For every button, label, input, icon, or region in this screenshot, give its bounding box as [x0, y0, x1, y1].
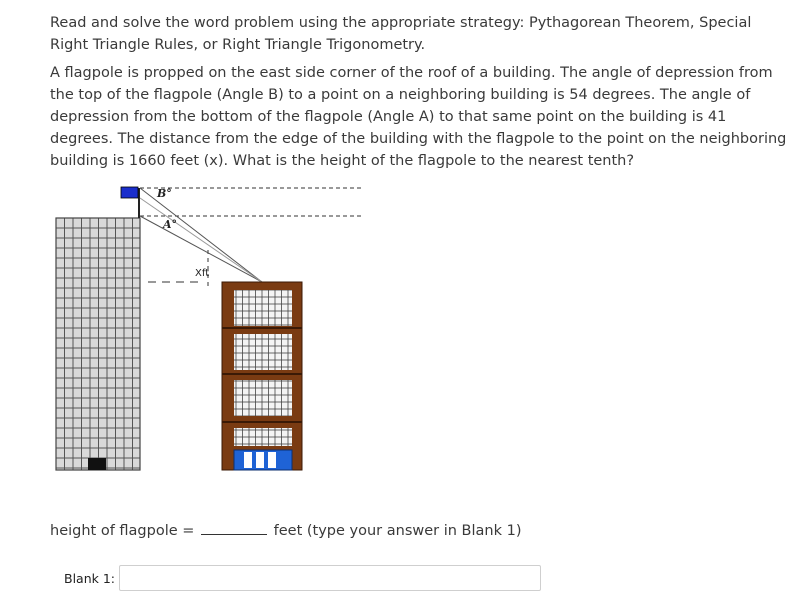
instructions-text: Read and solve the word problem using the appropriate strategy: Pythagorean Theorem, Special Right Triangle Rules, or Right Triangle Trigonometry. [50, 15, 752, 53]
angle-a-label: A° [163, 218, 178, 231]
blank-1-row [64, 565, 541, 591]
blank-1-label: Blank 1: [64, 570, 116, 586]
answer-suffix: feet (type your answer in Blank 1) [273, 523, 522, 539]
problem-diagram [0, 180, 800, 480]
flagpole [121, 187, 139, 218]
distance-label: Xft [195, 268, 210, 279]
problem-text: A flagpole is propped on the east side corner of the roof of a building. The angle of depression from the top of the flagpole (Angle B) to a point on a neighboring building is 54 degrees. The angle of depression from the bottom of the flagpole (Angle A) to that same point on the building is 41 degrees. The distance from the edge of the building with the flagpole to the point on the neighboring building is 1660 feet (x). What is the height of the flagpole to the nearest tenth? [50, 65, 787, 169]
answer-sentence [50, 520, 522, 542]
neighboring-building [222, 282, 302, 470]
blank-1-input[interactable] [119, 565, 541, 591]
horizontal-reference-lines [140, 188, 364, 288]
flag-icon [121, 187, 138, 198]
answer-prefix: height of flagpole = [50, 523, 200, 539]
answer-blank-line [201, 520, 267, 535]
tall-building [56, 218, 140, 470]
angle-b-label: B° [157, 187, 172, 200]
tall-building-door [88, 458, 106, 470]
